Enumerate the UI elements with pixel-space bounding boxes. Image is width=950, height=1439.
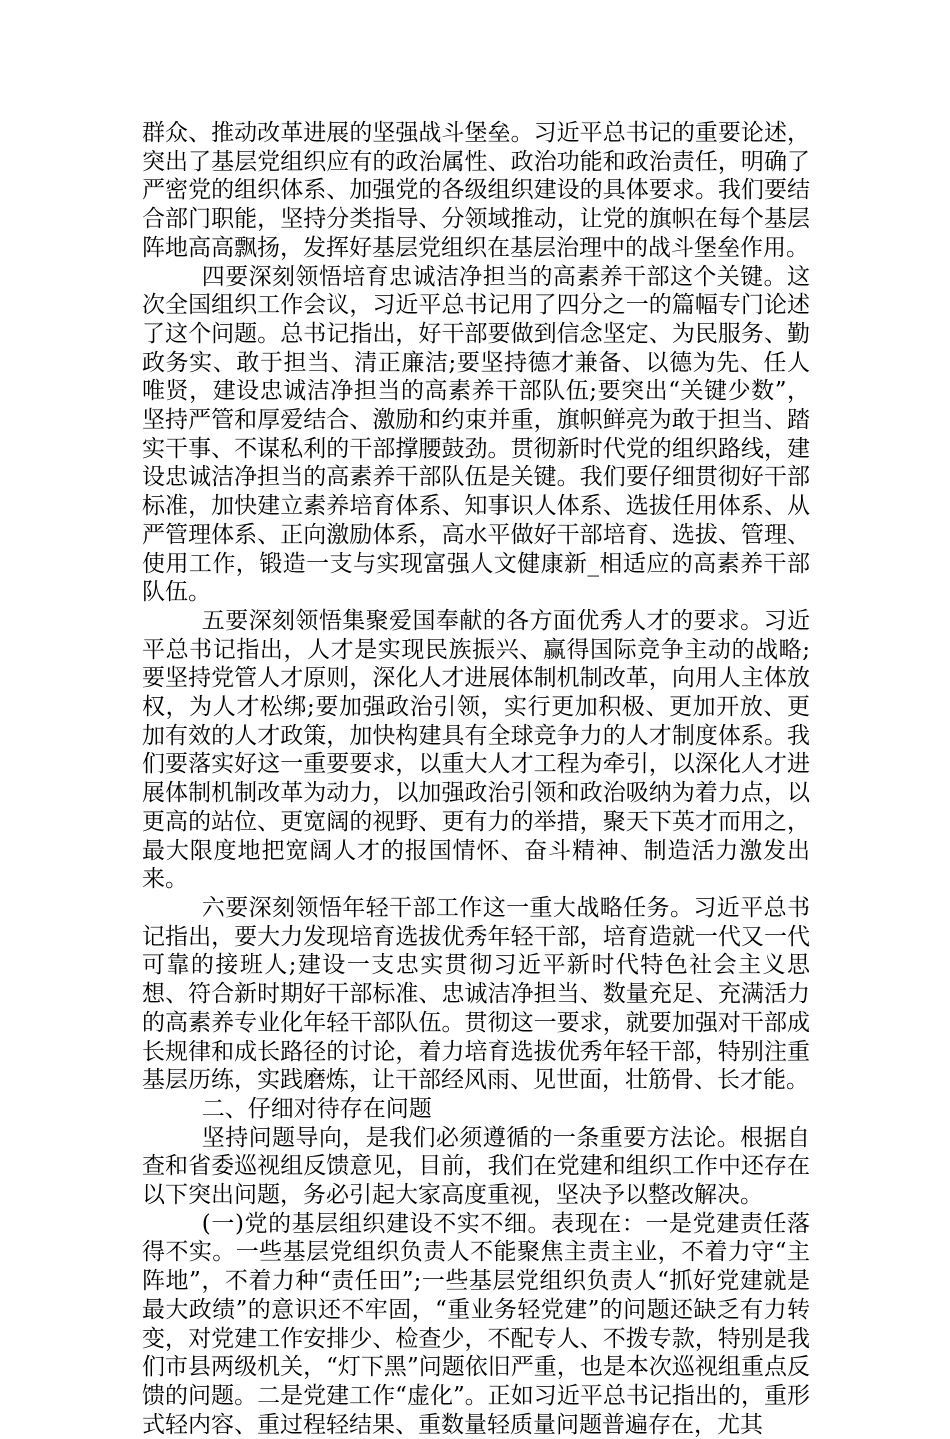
paragraph-1: 群众、推动改革进展的坚强战斗堡垒。习近平总书记的重要论述，突出了基层党组织应有的政治属性、政治功能和政治责任，明确了严密党的组织体系、加强党的各级组织建设的具体要求。我们要结合部门职能，坚持分类指导、分领域推动，让党的旗帜在每个基层阵地高高飘扬，发挥好基层党组织在基层治理中的战斗堡垒作用。: [142, 120, 810, 261]
paragraph-5: 坚持问题导向，是我们必须遵循的一条重要方法论。根据自查和省委巡视组反馈意见，目前，我们在党建和组织工作中还存在以下突出问题，务必引起大家高度重视，坚决予以整改解决。: [142, 1124, 810, 1209]
paragraph-2: 四要深刻领悟培育忠诚洁净担当的高素养干部这个关键。这次全国组织工作会议，习近平总书记用了四分之一的篇幅专门论述了这个问题。总书记指出，好干部要做到信念坚定、为民服务、勤政务实、敢于担当、清正廉洁;要坚持德才兼备、以德为先、任人唯贤，建设忠诚洁净担当的高素养干部队伍;要突出“关键少数”，坚持严管和厚爱结合、激励和约束并重，旗帜鲜亮为敢于担当、踏实干事、不谋私利的干部撑腰鼓劲。贯彻新时代党的组织路线，建设忠诚洁净担当的高素养干部队伍是关键。我们要仔细贯彻好干部标准，加快建立素养培育体系、知事识人体系、选拔任用体系、从严管理体系、正向激励体系，高水平做好干部培育、选拔、管理、使用工作，锻造一支与实现富强人文健康新_相适应的高素养干部队伍。: [142, 263, 810, 606]
section-heading: 二、仔细对待存在问题: [201, 1095, 432, 1122]
document-page: [142, 119, 810, 1439]
paragraph-4: 六要深刻领悟年轻干部工作这一重大战略任务。习近平总书记指出，要大力发现培育选拔优秀年轻干部，培育造就一代又一代可靠的接班人;建设一支忠实贯彻习近平新时代特色社会主义思想、符合新时期好干部标准、忠诚洁净担当、数量充足、充满活力的高素养专业化年轻干部队伍。贯彻这一要求，就要加强对干部成长规律和成长路径的讨论，着力培育选拔优秀年轻干部，特别注重基层历练，实践磨炼，让干部经风雨、见世面，壮筋骨、长才能。: [142, 894, 810, 1094]
paragraph-3: 五要深刻领悟集聚爱国奉献的各方面优秀人才的要求。习近平总书记指出，人才是实现民族振兴、赢得国际竞争主动的战略;要坚持党管人才原则，深化人才进展体制机制改革，向用人主体放权，为人才松绑;要加强政治引领，实行更加积极、更加开放、更加有效的人才政策，加快构建具有全球竞争力的人才制度体系。我们要落实好这一重要要求，以重大人才工程为牵引，以深化人才进展体制机制改革为动力，以加强政治引领和政治吸纳为着力点，以更高的站位、更宽阔的视野、更有力的举措，聚天下英才而用之，最大限度地把宽阔人才的报国情怀、奋斗精神、制造活力激发出来。: [142, 607, 810, 893]
paragraph-6: (一)党的基层组织建设不实不细。表现在：一是党建责任落得不实。一些基层党组织负责人不能聚焦主责主业，不着力守“主阵地”，不着力种“责任田”;一些基层党组织负责人“抓好党建就是最大政绩”的意识还不牢固，“重业务轻党建”的问题还缺乏有力转变，对党建工作安排少、检查少，不配专人、不拨专款，特别是我们市县两级机关，“灯下黑”问题依旧严重，也是本次巡视组重点反馈的问题。二是党建工作“虚化”。正如习近平总书记指出的，重形式轻内容、重过程轻结果、重数量轻质量问题普遍存在，尤其: [142, 1210, 810, 1438]
